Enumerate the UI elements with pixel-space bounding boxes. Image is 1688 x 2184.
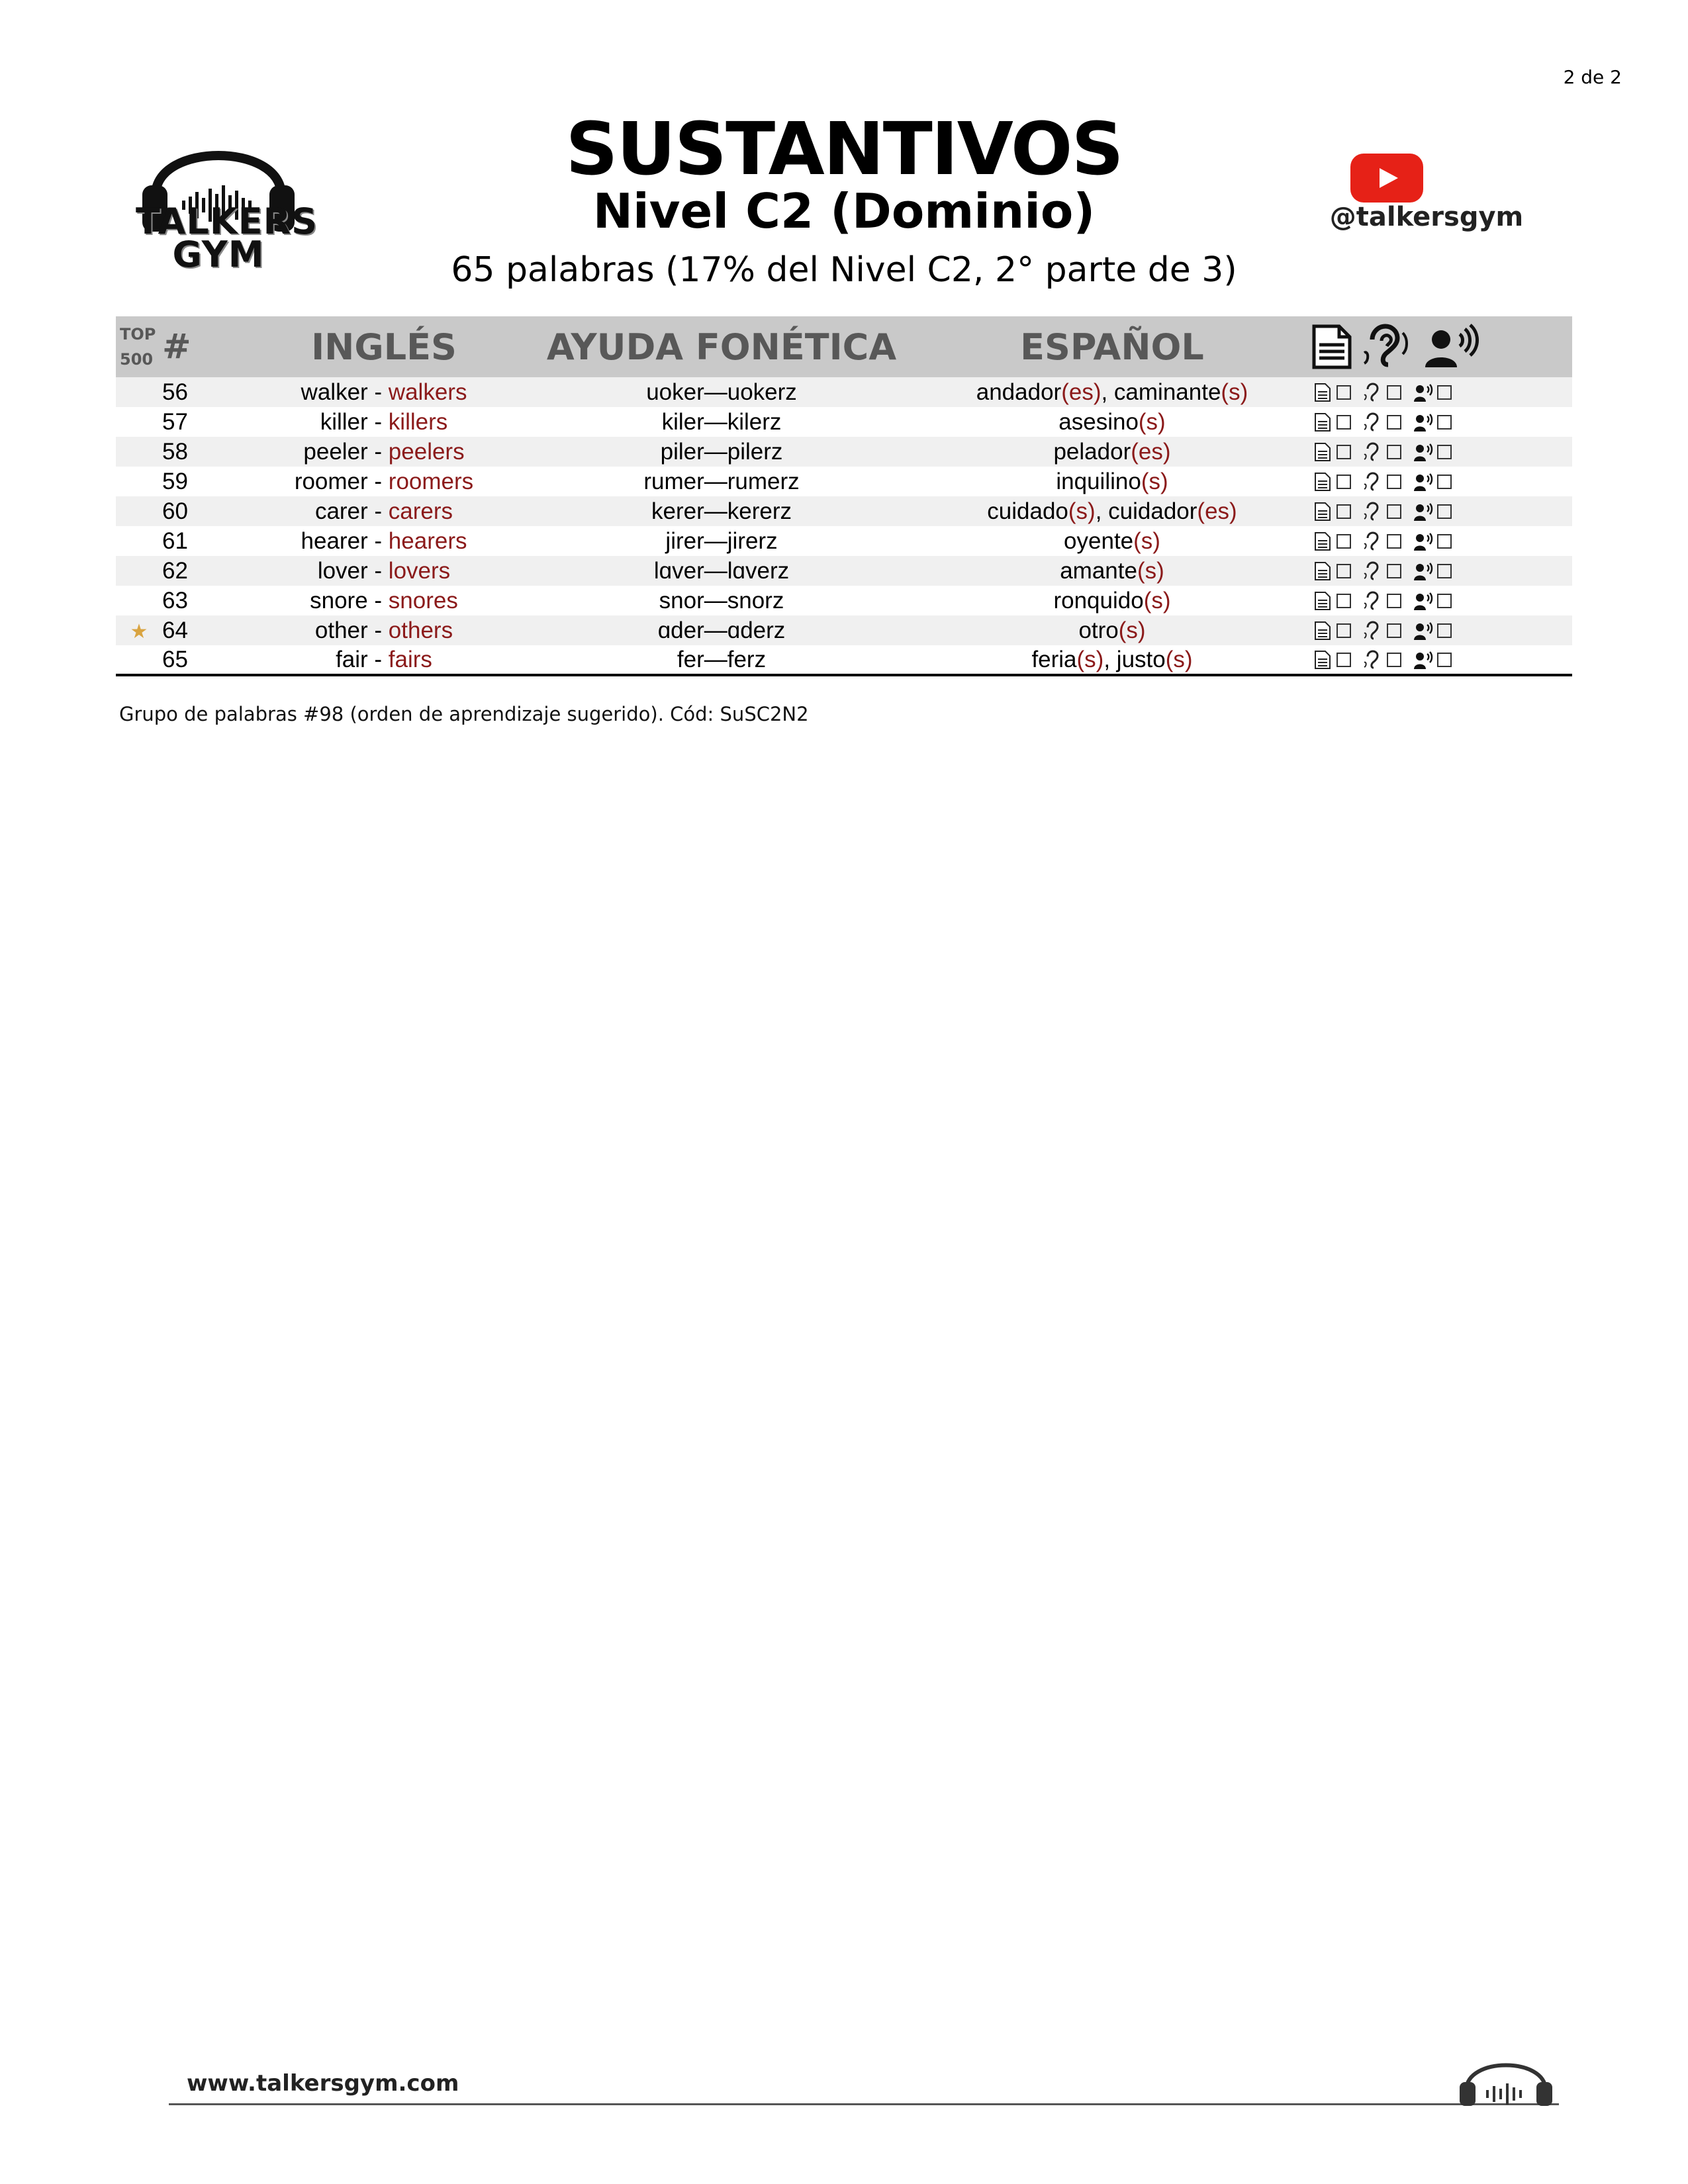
phonetic-help: kiler—kilerz xyxy=(661,408,782,435)
english-singular: peeler xyxy=(303,438,368,465)
speaker-person-icon xyxy=(1413,383,1433,402)
table-row xyxy=(116,556,1572,586)
speak-checkbox[interactable] xyxy=(1437,594,1452,608)
english-header: INGLÉS xyxy=(311,326,457,368)
english-word xyxy=(242,526,526,556)
top500-star xyxy=(116,645,162,675)
top500-star xyxy=(116,556,162,586)
practice-checkboxes xyxy=(1307,467,1572,496)
spanish-translation: pelador(es) xyxy=(1053,438,1171,465)
phonetic-help: snor—snorz xyxy=(659,587,784,614)
vocabulary-table xyxy=(116,316,1572,676)
logo-line1: TALKERS xyxy=(136,201,318,242)
phonetic-help: uoker—uokerz xyxy=(646,379,797,405)
speaker-person-icon xyxy=(1413,531,1433,551)
speak-checkbox[interactable] xyxy=(1437,534,1452,549)
document-icon xyxy=(1313,502,1333,522)
document-icon xyxy=(1313,442,1333,462)
table-row xyxy=(116,615,1572,645)
page-subtitle: Nivel C2 (Dominio) xyxy=(592,183,1096,239)
top500-star xyxy=(116,377,162,407)
footer-headphones-icon xyxy=(1453,2050,1559,2110)
phonetic-help: piler—pilerz xyxy=(660,438,783,465)
english-separator: - xyxy=(367,498,389,524)
speak-checkbox[interactable] xyxy=(1437,623,1452,638)
table-row xyxy=(116,496,1572,526)
english-singular: roomer xyxy=(294,468,368,494)
listen-checkbox[interactable] xyxy=(1387,385,1401,400)
ear-icon xyxy=(1363,650,1383,670)
read-checkbox[interactable] xyxy=(1336,623,1351,638)
document-icon xyxy=(1313,531,1333,551)
phonetic-help: ɑder—ɑderz xyxy=(657,617,786,643)
speaker-person-icon xyxy=(1413,561,1433,581)
document-icon xyxy=(1313,621,1333,641)
document-icon xyxy=(1313,561,1333,581)
english-singular: other xyxy=(314,617,368,643)
practice-checkboxes xyxy=(1307,377,1572,407)
speak-checkbox[interactable] xyxy=(1437,504,1452,519)
english-word xyxy=(242,377,526,407)
document-icon xyxy=(1313,591,1333,611)
word-number: 59 xyxy=(162,468,188,494)
spanish-header: ESPAÑOL xyxy=(1020,326,1204,368)
read-checkbox[interactable] xyxy=(1336,594,1351,608)
english-plural: others xyxy=(388,617,453,643)
word-number: 60 xyxy=(162,498,188,524)
speak-checkbox[interactable] xyxy=(1437,385,1452,400)
english-plural: carers xyxy=(388,498,453,524)
document-icon xyxy=(1310,324,1354,370)
read-checkbox[interactable] xyxy=(1336,504,1351,519)
speaker-person-icon xyxy=(1413,502,1433,522)
top-number: 500 xyxy=(120,350,154,369)
ear-icon xyxy=(1363,531,1383,551)
phonetic-help: lɑver—lɑverz xyxy=(653,557,790,584)
english-separator: - xyxy=(367,408,389,435)
phonetic-help: rumer—rumerz xyxy=(643,468,800,494)
spanish-translation: otro(s) xyxy=(1078,617,1146,643)
word-group-note: Grupo de palabras #98 (orden de aprendizaje sugerido). Cód: SuSC2N2 xyxy=(119,703,809,725)
english-plural: snores xyxy=(388,587,458,614)
top-label: TOP xyxy=(120,325,156,343)
speaker-person-icon xyxy=(1413,650,1433,670)
english-singular: walker xyxy=(301,379,368,405)
practice-checkboxes xyxy=(1307,645,1572,675)
practice-checkboxes xyxy=(1307,437,1572,467)
table-row xyxy=(116,526,1572,556)
word-number: 57 xyxy=(162,408,188,435)
english-separator: - xyxy=(367,438,389,465)
read-checkbox[interactable] xyxy=(1336,534,1351,549)
practice-checkboxes xyxy=(1307,586,1572,615)
english-plural: lovers xyxy=(388,557,451,584)
english-singular: hearer xyxy=(301,527,368,554)
word-number: 64 xyxy=(162,617,188,643)
title-block xyxy=(437,109,1251,293)
english-word xyxy=(242,615,526,645)
top500-star xyxy=(116,496,162,526)
listen-checkbox[interactable] xyxy=(1387,475,1401,489)
word-count-line: 65 palabras (17% del Nivel C2, 2° parte de 3) xyxy=(451,250,1237,290)
top500-star xyxy=(116,615,162,645)
speak-checkbox[interactable] xyxy=(1437,475,1452,489)
spanish-translation: oyente(s) xyxy=(1064,527,1160,554)
page-number: 2 de 2 xyxy=(1563,66,1622,88)
english-plural: walkers xyxy=(388,379,467,405)
top500-star xyxy=(116,586,162,615)
english-word xyxy=(242,496,526,526)
spanish-translation: ronquido(s) xyxy=(1053,587,1171,614)
english-separator: - xyxy=(367,527,389,554)
english-separator: - xyxy=(367,617,389,643)
read-checkbox[interactable] xyxy=(1336,475,1351,489)
listen-checkbox[interactable] xyxy=(1387,623,1401,638)
ear-icon xyxy=(1363,383,1383,402)
english-singular: fair xyxy=(336,646,368,672)
page-title: SUSTANTIVOS xyxy=(565,107,1123,191)
practice-icons-header xyxy=(1307,316,1572,377)
english-plural: killers xyxy=(388,408,448,435)
document-icon xyxy=(1313,383,1333,402)
youtube-icon[interactable] xyxy=(1350,154,1423,203)
speaker-person-icon xyxy=(1413,621,1433,641)
spanish-translation: andador(es), caminante(s) xyxy=(976,379,1248,405)
ear-icon xyxy=(1363,502,1383,522)
listen-checkbox[interactable] xyxy=(1387,564,1401,578)
website-link[interactable]: www.talkersgym.com xyxy=(187,2070,459,2097)
speaker-person-icon xyxy=(1413,412,1433,432)
english-plural: peelers xyxy=(388,438,465,465)
phonetic-help: fer—ferz xyxy=(677,646,767,672)
number-header: # xyxy=(162,327,191,367)
phonetic-header: AYUDA FONÉTICA xyxy=(546,326,897,368)
ear-icon xyxy=(1363,621,1383,641)
table-row xyxy=(116,407,1572,437)
read-checkbox[interactable] xyxy=(1336,564,1351,578)
listen-checkbox[interactable] xyxy=(1387,415,1401,430)
read-checkbox[interactable] xyxy=(1336,385,1351,400)
spanish-translation: asesino(s) xyxy=(1058,408,1166,435)
english-separator: - xyxy=(367,587,389,614)
table-row xyxy=(116,586,1572,615)
practice-checkboxes xyxy=(1307,526,1572,556)
english-singular: lover xyxy=(317,557,368,584)
logo-line2: GYM xyxy=(172,234,265,275)
phonetic-help: jirer—jirerz xyxy=(665,527,778,554)
listen-checkbox[interactable] xyxy=(1387,653,1401,667)
english-plural: roomers xyxy=(388,468,474,494)
word-number: 58 xyxy=(162,438,188,465)
youtube-handle[interactable]: @talkersgym xyxy=(1329,202,1524,232)
english-word xyxy=(242,437,526,467)
spanish-translation: cuidado(s), cuidador(es) xyxy=(987,498,1237,524)
english-plural: hearers xyxy=(388,527,467,554)
spanish-translation: amante(s) xyxy=(1060,557,1164,584)
star-icon: ★ xyxy=(130,620,148,643)
listen-checkbox[interactable] xyxy=(1387,534,1401,549)
phonetic-help: kerer—kererz xyxy=(651,498,792,524)
english-word xyxy=(242,467,526,496)
word-number: 61 xyxy=(162,527,188,554)
english-word xyxy=(242,556,526,586)
english-plural: fairs xyxy=(388,646,432,672)
top500-star xyxy=(116,467,162,496)
listen-checkbox[interactable] xyxy=(1387,445,1401,459)
document-icon xyxy=(1313,650,1333,670)
english-separator: - xyxy=(367,646,389,672)
english-singular: killer xyxy=(320,408,368,435)
speak-checkbox[interactable] xyxy=(1437,415,1452,430)
speak-checkbox[interactable] xyxy=(1437,445,1452,459)
word-number: 62 xyxy=(162,557,188,584)
spanish-translation: inquilino(s) xyxy=(1056,468,1168,494)
word-number: 56 xyxy=(162,379,188,405)
english-separator: - xyxy=(367,557,389,584)
english-singular: snore xyxy=(310,587,368,614)
top500-star xyxy=(116,407,162,437)
listen-checkbox[interactable] xyxy=(1387,594,1401,608)
ear-icon xyxy=(1363,442,1383,462)
practice-checkboxes xyxy=(1307,556,1572,586)
read-checkbox[interactable] xyxy=(1336,653,1351,667)
top500-header xyxy=(116,316,162,377)
table-row xyxy=(116,437,1572,467)
practice-checkboxes xyxy=(1307,496,1572,526)
english-word xyxy=(242,407,526,437)
speaker-person-icon xyxy=(1413,442,1433,462)
logo-text xyxy=(136,201,318,275)
practice-checkboxes xyxy=(1307,615,1572,645)
english-word xyxy=(242,586,526,615)
word-number: 63 xyxy=(162,587,188,614)
ear-icon xyxy=(1363,472,1383,492)
table-row xyxy=(116,377,1572,407)
english-separator: - xyxy=(367,468,389,494)
spanish-translation: feria(s), justo(s) xyxy=(1031,646,1193,672)
ear-icon xyxy=(1363,561,1383,581)
english-singular: carer xyxy=(314,498,368,524)
table-header-row xyxy=(116,316,1572,377)
read-checkbox[interactable] xyxy=(1336,445,1351,459)
document-icon xyxy=(1313,472,1333,492)
word-number: 65 xyxy=(162,646,188,672)
listen-checkbox[interactable] xyxy=(1387,504,1401,519)
practice-checkboxes xyxy=(1307,407,1572,437)
ear-icon xyxy=(1363,591,1383,611)
speak-checkbox[interactable] xyxy=(1437,653,1452,667)
english-word xyxy=(242,645,526,675)
footer-divider xyxy=(169,2103,1559,2105)
top500-star xyxy=(116,437,162,467)
table-row xyxy=(116,467,1572,496)
ear-icon xyxy=(1362,324,1415,370)
speaker-person-icon xyxy=(1423,324,1479,370)
speaker-person-icon xyxy=(1413,472,1433,492)
speak-checkbox[interactable] xyxy=(1437,564,1452,578)
speaker-person-icon xyxy=(1413,591,1433,611)
read-checkbox[interactable] xyxy=(1336,415,1351,430)
top500-star xyxy=(116,526,162,556)
table-row xyxy=(116,645,1572,675)
ear-icon xyxy=(1363,412,1383,432)
english-separator: - xyxy=(367,379,389,405)
document-icon xyxy=(1313,412,1333,432)
